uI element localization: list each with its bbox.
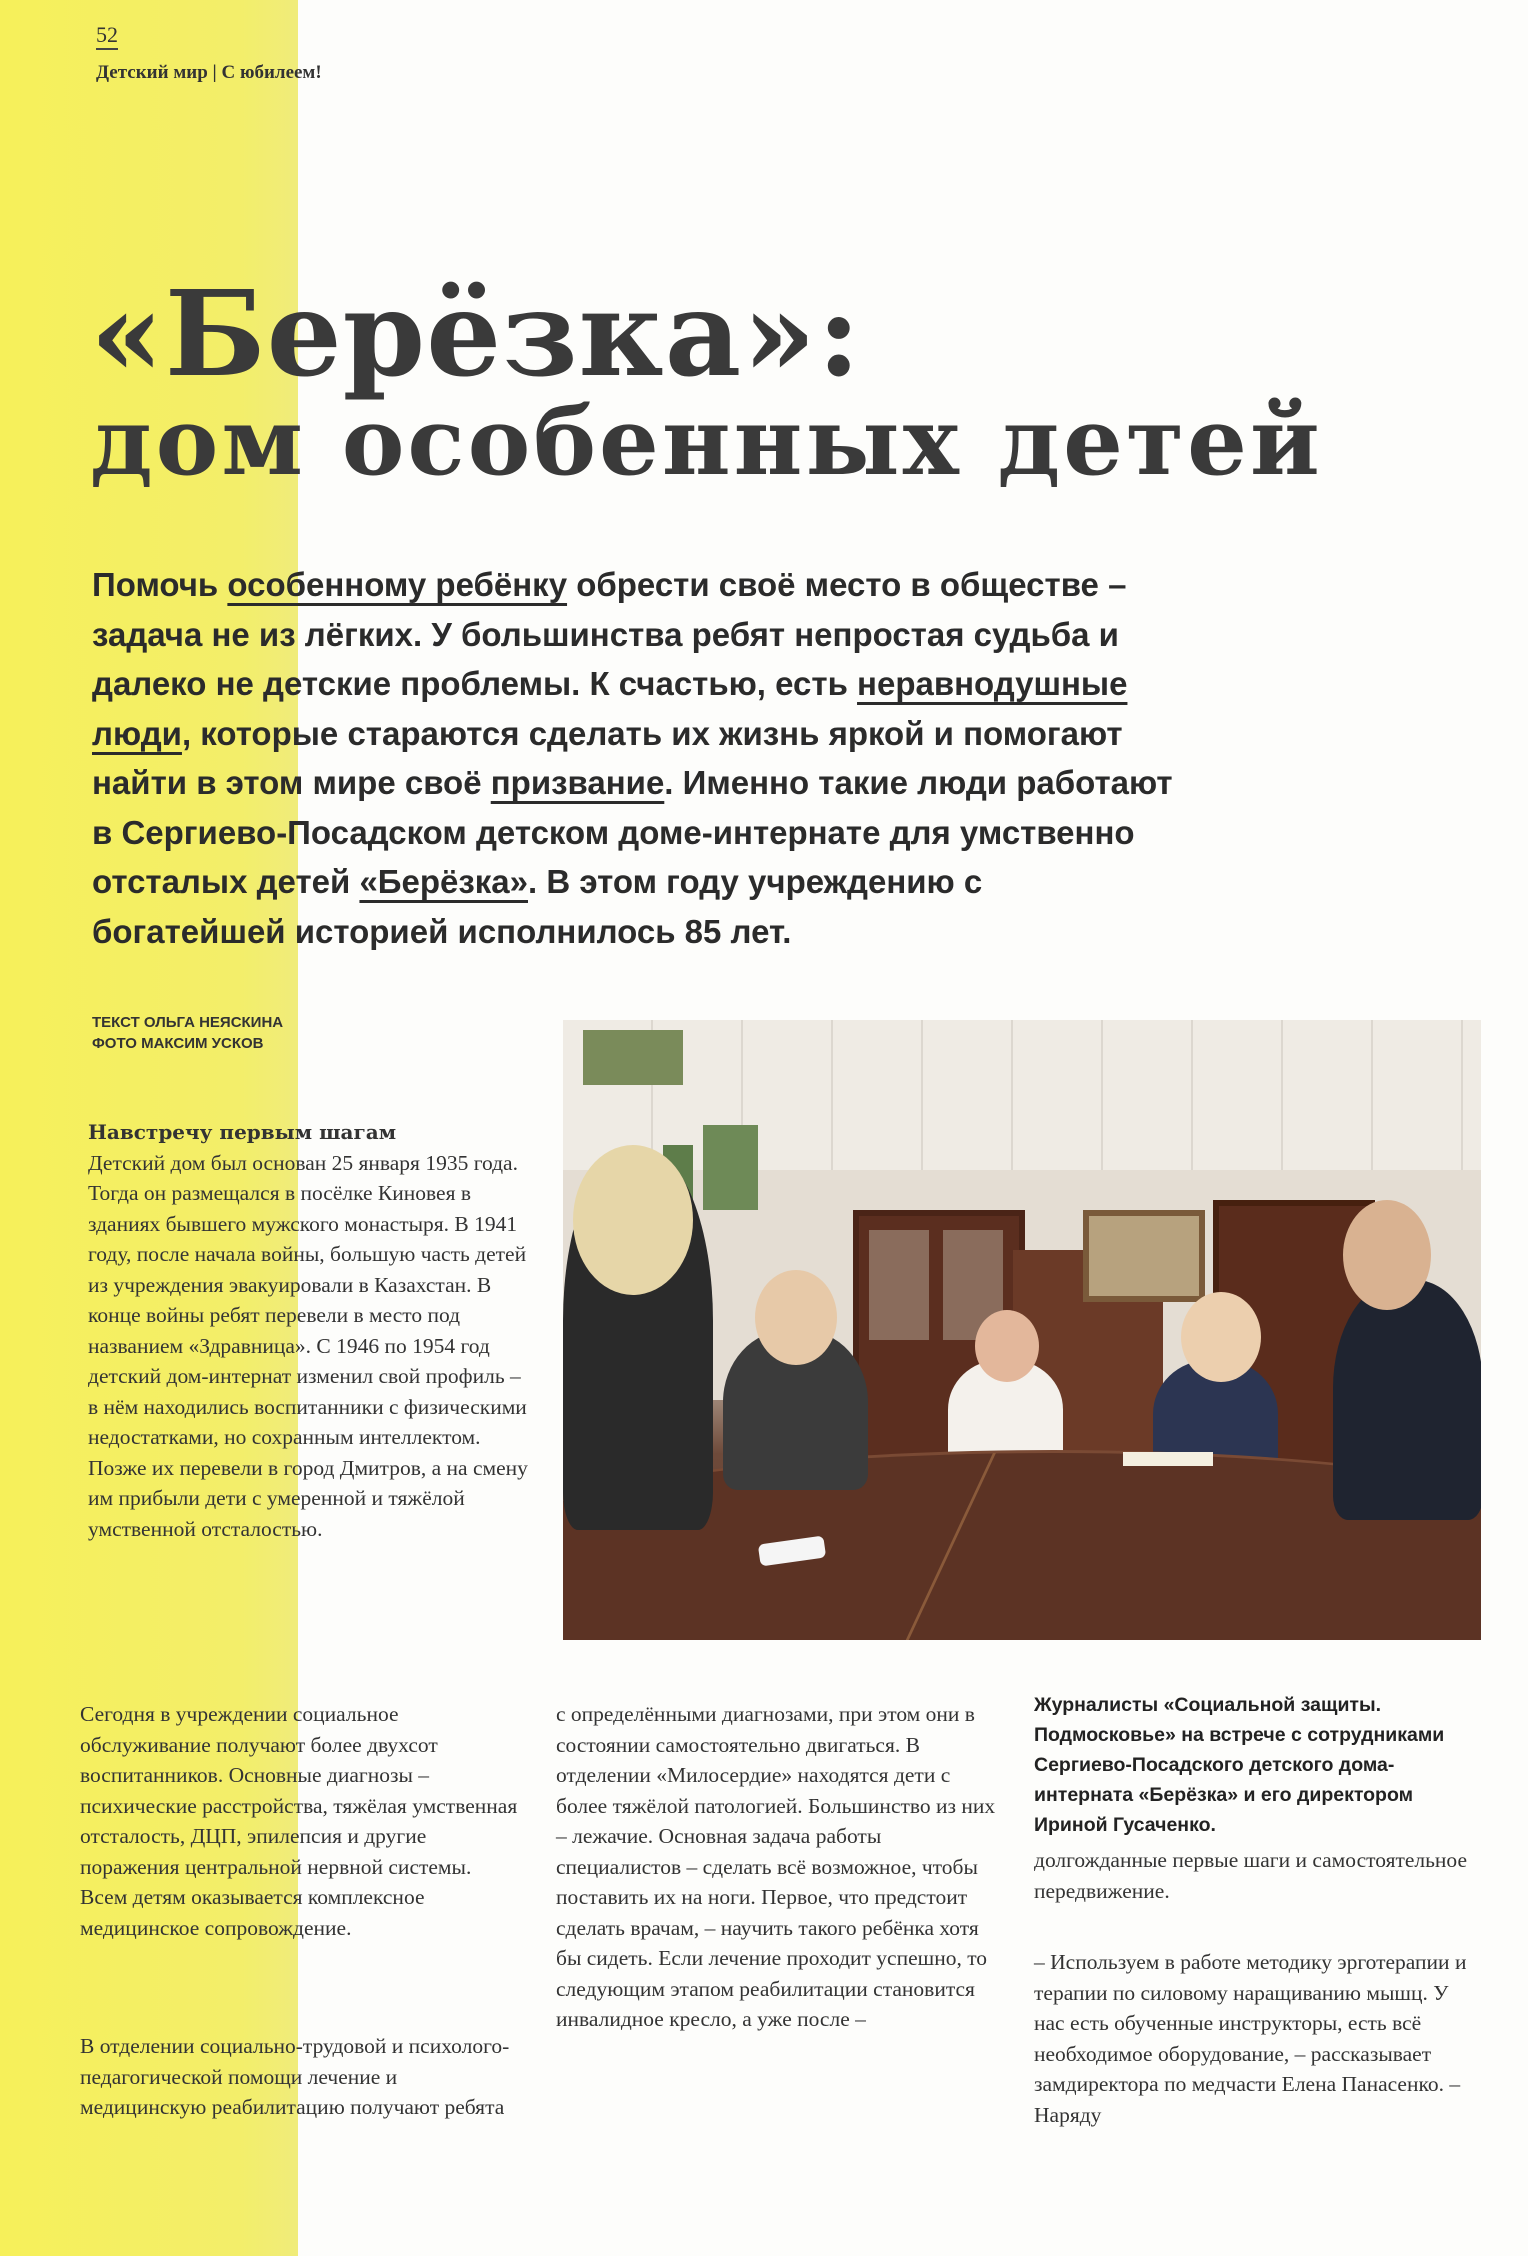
lead-text: . В этом году учреждению с богатейшей историей исполнилось 85 лет. xyxy=(92,863,983,950)
title-line-2: дом особенных детей xyxy=(90,387,1323,497)
photo-painting xyxy=(1083,1210,1205,1302)
photo-ceiling xyxy=(563,1020,1481,1170)
article-column-1-end xyxy=(80,2031,520,2123)
lead-text: . Именно такие люди работают в Сергиево-Посадском детском доме-интернате для умственно отсталых детей xyxy=(92,764,1173,900)
credits xyxy=(92,1012,283,1054)
running-head: Детский мир | С юбилеем! xyxy=(96,62,322,83)
article-title xyxy=(90,264,1323,497)
lead-text: , которые стараются сделать их жизнь яркой и помогают найти в этом мире своё xyxy=(92,714,1123,801)
article-column-1-bottom xyxy=(80,1699,520,1943)
photo-person-head xyxy=(573,1145,693,1295)
text-credit: ТЕКСТ ОЛЬГА НЕЯСКИНА xyxy=(92,1014,284,1031)
article-paragraph: Сегодня в учреждении социальное обслуживание получают более двухсот воспитанников. Основные диагнозы – психические расстройства, тяжёлая умственная отсталость, ДЦП, эпилепсия и другие поражения центральной нервной системы. Всем детям оказывается комплексное медицинское сопровождение. xyxy=(80,1702,518,1940)
article-paragraph: Детский дом был основан 25 января 1935 года. Тогда он размещался в посёлке Киновея в зданиях бывшего мужского монастыря. В 1941 году, после начала войны, большую часть детей из учреждения эвакуировали в Казахстан. В конце войны ребят перевели в место под названием «Здравница». С 1946 по 1954 год детский дом-интернат изменил свой профиль – в нём находились воспитанники с физическими недостатками, но сохранным интеллектом. Позже их перевели в город Дмитров, а на смену им прибыли дети с умеренной и тяжёлой умственной отсталостью. xyxy=(88,1150,528,1541)
article-paragraph: В отделении социально-трудовой и психолого-педагогической помощи лечение и медицинскую реабилитацию получают ребята xyxy=(80,2034,510,2119)
article-paragraph: с определёнными диагнозами, при этом они в состоянии самостоятельно двигаться. В отделении «Милосердие» находятся дети с более тяжёлой патологией. Большинство из них – лежачие. Основная задача работы специалистов – сделать всё возможное, чтобы поставить их на ноги. Первое, что предстоит сделать врачам, – научить такого ребёнка хотя бы сидеть. Если лечение проходит успешно, то следующим этапом реабилитации становится инвалидное кресло, а уже после – xyxy=(556,1702,996,2031)
photo-person-head xyxy=(1181,1292,1261,1382)
title-line-1: «Берёзка»: xyxy=(90,264,862,403)
photo-person-head xyxy=(975,1310,1039,1382)
photo-caption: Журналисты «Социальной защиты. Подмосковье» на встрече с сотрудниками Сергиево-Посадского детского дома-интерната «Берёзка» и его директором Ириной Гусаченко. xyxy=(1034,1694,1445,1836)
photo-credit: ФОТО МАКСИМ УСКОВ xyxy=(92,1035,264,1052)
section-subhead: Навстречу первым шагам xyxy=(88,1120,397,1144)
photo-person-head xyxy=(1343,1200,1431,1310)
article-paragraph: долгожданные первые шаги и самостоятельное передвижение. xyxy=(1034,1848,1467,1903)
article-column-3-top xyxy=(1034,1845,1474,1906)
photo-person xyxy=(1333,1280,1481,1520)
lead-underlined: призвание xyxy=(490,764,665,801)
photo-wall-picture xyxy=(703,1125,758,1210)
article-column-1-top xyxy=(88,1117,528,1544)
lead-underlined: особенному ребёнку xyxy=(227,566,568,603)
lead-text: Помочь xyxy=(92,566,228,603)
photo-papers xyxy=(1123,1452,1213,1466)
lead-paragraph xyxy=(92,560,1182,956)
article-column-3-bottom xyxy=(1034,1947,1474,2130)
page-number: 52 xyxy=(96,22,118,47)
lead-text: обрести своё место в обществе – задача не из лёгких. У большинства ребят непростая судьба и далеко не детские проблемы. К счастью, есть xyxy=(92,566,1127,702)
meeting-photo xyxy=(563,1020,1481,1640)
photo-wall-picture xyxy=(583,1030,683,1085)
lead-underlined: «Берёзка» xyxy=(359,863,528,900)
article-column-2 xyxy=(556,1699,996,2035)
lead-underlined: неравнодушные люди xyxy=(92,665,1128,752)
photo-person-head xyxy=(755,1270,837,1365)
article-paragraph: – Используем в работе методику эрготерапии и терапии по силовому наращиванию мышц. У нас есть обученные инструкторы, есть всё необходимое оборудование, – рассказывает замдиректора по медчасти Елена Панасенко. – Наряду xyxy=(1034,1950,1467,2127)
photo-table-inlay xyxy=(853,1453,996,1640)
photo-cabinet-glass xyxy=(869,1230,929,1340)
